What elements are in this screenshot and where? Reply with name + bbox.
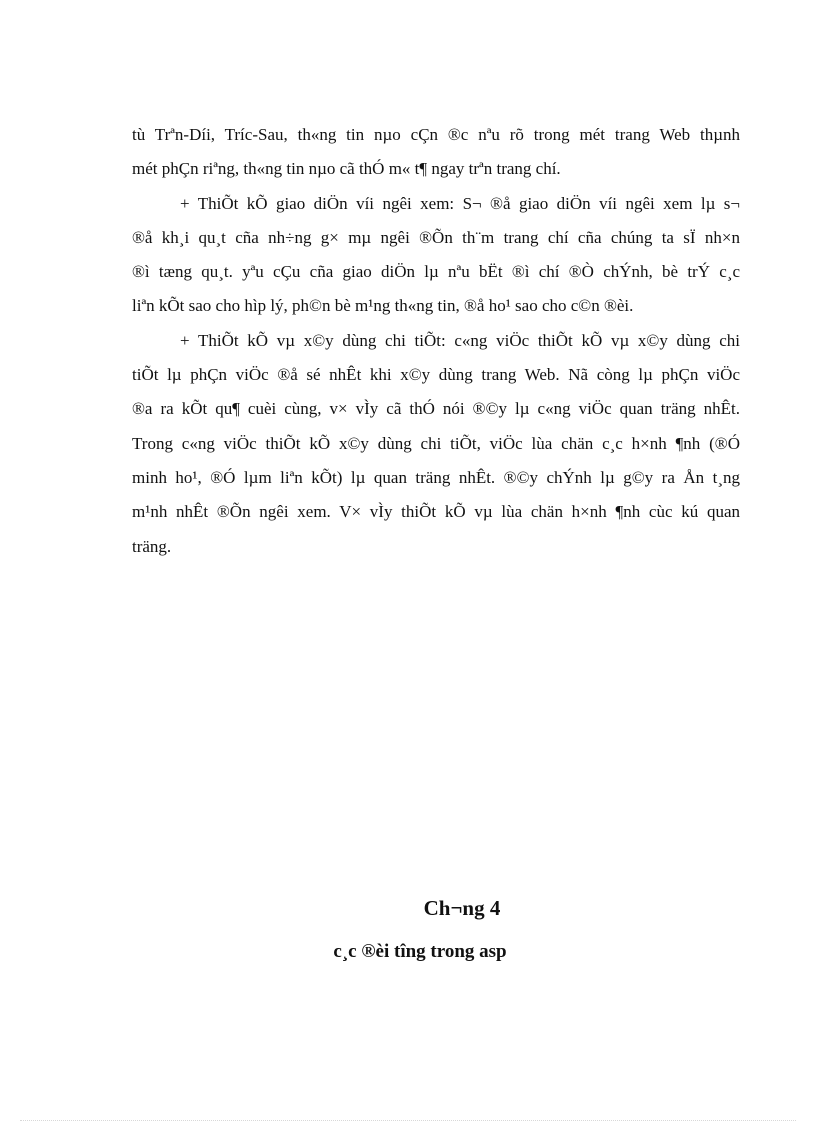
text-line: träng. <box>132 536 172 556</box>
text-line: liªn kÕt sao cho hìp lý, ph©n bè m¹ng th«ng tin, ®å ho¹ sao cho c©n ®èi. <box>132 296 634 316</box>
chapter-subtitle: c¸c ®èi tîng trong asp <box>333 941 507 962</box>
text-line: tù Trªn-Díi, Tríc-Sau, th«ng tin nµo cÇn ®c nªu rõ trong mét trang Web thµnh <box>132 125 740 144</box>
text-line: + ThiÕt kÕ vµ x©y dùng chi tiÕt: c«ng viÖc thiÕt kÕ vµ x©y dùng chi <box>180 330 740 350</box>
body-text <box>132 118 740 564</box>
text-line: ®a ra kÕt qu¶ cuèi cùng, v× vÌy cã thÓ nói ®©y lµ c«ng viÖc quan träng nhÊt. <box>132 399 740 419</box>
page-edge-divider <box>20 1120 796 1121</box>
text-line: ®å kh¸i qu¸t cña nh÷ng g× mµ ngêi ®Õn th¨m trang chí cña chúng ta sÏ nh×n <box>132 227 740 247</box>
chapter-title: Ch¬ng 4 <box>423 896 501 920</box>
text-line: m¹nh nhÊt ®Õn ngêi xem. V× vÌy thiÕt kÕ vµ lùa chän h×nh ¶nh cùc kú quan <box>132 502 740 522</box>
text-line: ®ì tæng qu¸t. yªu cÇu cña giao diÖn lµ nªu bËt ®ì chí ®Ò chÝnh, bè trÝ c¸c <box>132 262 740 282</box>
text-line: tiÕt lµ phÇn viÖc ®å sé nhÊt khi x©y dùng trang Web. Nã còng lµ phÇn viÖc <box>132 365 740 385</box>
text-line: mét phÇn riªng, th«ng tin nµo cã thÓ m« t¶ ngay trªn trang chí. <box>132 159 561 179</box>
text-line: minh ho¹, ®Ó lµm liªn kÕt) lµ quan träng nhÊt. ®©y chÝnh lµ g©y ra Ån t¸ng <box>132 467 740 487</box>
text-line: Trong c«ng viÖc thiÕt kÕ x©y dùng chi tiÕt, viÖc lùa chän c¸c h×nh ¶nh (®Ó <box>132 433 740 453</box>
text-line: + ThiÕt kÕ giao diÖn víi ngêi xem: S¬ ®å giao diÖn víi ngêi xem lµ s¬ <box>180 193 740 213</box>
